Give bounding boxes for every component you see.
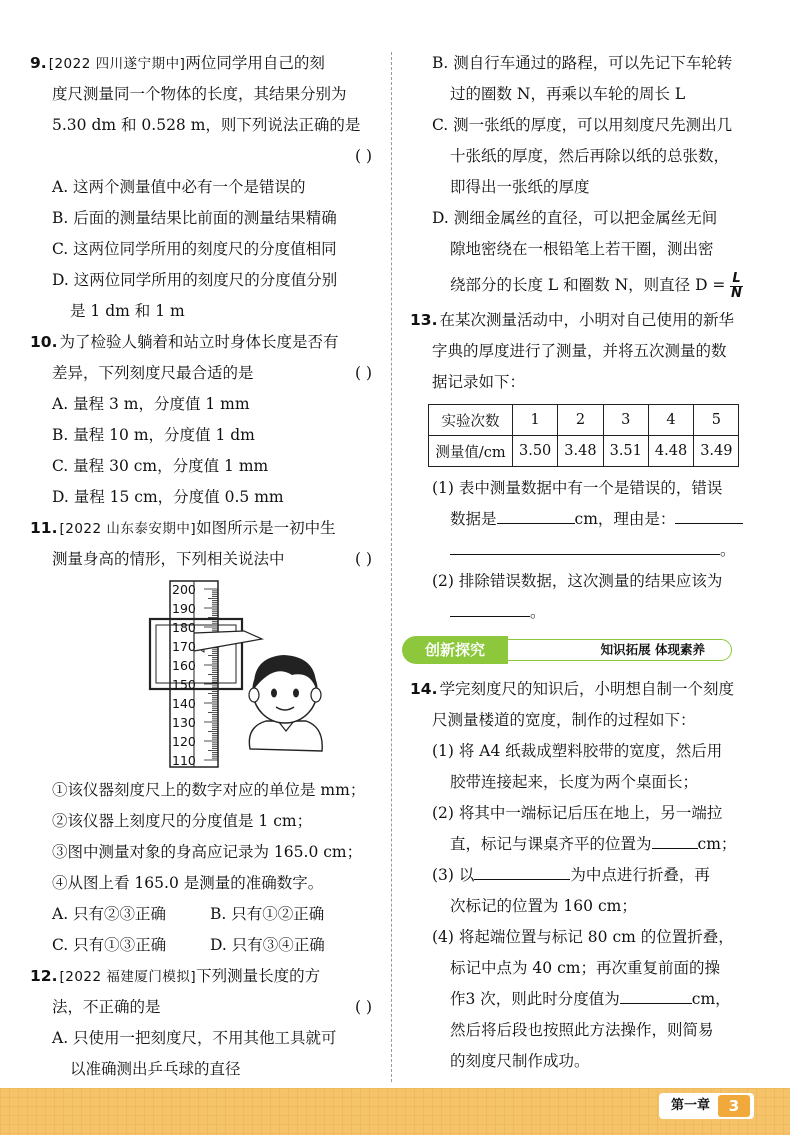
ruler-tick-label: 160 [172, 658, 196, 673]
ruler-tick-label: 170 [172, 639, 196, 654]
question-text: 法，不正确的是 [52, 998, 161, 1016]
measurement-table [428, 404, 739, 467]
table-cell: 4 [648, 405, 693, 436]
right-column [410, 48, 762, 1077]
question-12 [30, 961, 382, 1085]
question-text: 下列测量长度的方 [196, 967, 321, 985]
answer-blank[interactable] [474, 862, 570, 880]
answer-blank[interactable] [450, 537, 720, 555]
question-text: 为了检验人躺着和站立时身体长度是否有 [59, 333, 339, 351]
ruler-tick-label: 110 [172, 753, 196, 768]
question-number: 10. [30, 333, 58, 351]
table-cell: 3 [603, 405, 648, 436]
option-a: A. 量程 3 m，分度值 1 mm [52, 395, 250, 413]
option-d-continued: 隙地密绕在一根铅笔上若干圈，测出密 [450, 240, 714, 258]
option-d: D. 这两位同学所用的刻度尺的分度值分别 [52, 271, 338, 289]
step-4: (4) 将起端位置与标记 80 cm 的位置折叠， [432, 928, 734, 946]
step-1: (1) 将 A4 纸裁成塑料胶带的宽度，然后用 [432, 742, 723, 760]
step-2: (2) 将其中一端标记后压在地上，另一端拉 [432, 804, 723, 822]
ruler-tick-label: 190 [172, 601, 196, 616]
answer-parentheses: ( ) [354, 550, 372, 568]
table-cell: 3.48 [558, 436, 603, 467]
question-number: 12. [30, 967, 58, 985]
question-source: [2022 山东泰安期中] [59, 521, 197, 537]
question-number: 9. [30, 54, 47, 72]
question-11 [30, 513, 382, 961]
ruler-tick-label: 130 [172, 715, 196, 730]
step-4-continued: 的刻度尺制作成功。 [450, 1052, 590, 1070]
sub-question-2: (2) 排除错误数据，这次测量的结果应该为 [432, 572, 723, 590]
statement-3: ③图中测量对象的身高应记录为 165.0 cm； [52, 843, 363, 861]
step-2-continued: 直，标记与课桌齐平的位置为 [450, 835, 652, 853]
question-12-continued [410, 48, 762, 305]
statement-4: ④从图上看 165.0 是测量的准确数字。 [52, 874, 324, 892]
chapter-tab [659, 1093, 754, 1119]
question-10 [30, 327, 382, 513]
step-4-continued: 然后将后段也按照此方法操作，则简易 [450, 1021, 714, 1039]
option-b: B. 量程 10 m，分度值 1 dm [52, 426, 255, 444]
option-c: C. 只有①③正确 [52, 936, 167, 954]
question-number: 11. [30, 519, 58, 537]
step-1-continued: 胶带连接起来，长度为两个桌面长； [450, 773, 699, 791]
column-divider [391, 52, 392, 1082]
answer-blank[interactable] [450, 599, 530, 617]
option-d: D. 只有③④正确 [210, 936, 325, 954]
page-footer [0, 1088, 790, 1135]
ruler-tick-label: 200 [172, 582, 196, 597]
option-c: C. 这两位同学所用的刻度尺的分度值相同 [52, 240, 337, 258]
step-3-continued: 次标记的位置为 160 cm； [450, 897, 637, 915]
option-a: A. 只使用一把刻度尺，不用其他工具就可 [52, 1029, 337, 1047]
statement-1: ①该仪器刻度尺上的数字对应的单位是 mm； [52, 781, 366, 799]
sub-question-1-text: cm，理由是： [574, 510, 676, 528]
question-13 [410, 305, 762, 628]
answer-parentheses: ( ) [354, 998, 372, 1016]
answer-blank[interactable] [620, 986, 692, 1004]
step-4-unit: cm， [691, 990, 731, 1008]
option-a: A. 只有②③正确 [52, 905, 167, 923]
table-row [429, 405, 739, 436]
table-header-cell: 实验次数 [429, 405, 513, 436]
question-text: 尺测量楼道的宽度，制作的过程如下： [432, 711, 696, 729]
ruler-tick-label: 180 [172, 620, 196, 635]
page-number: 3 [718, 1095, 750, 1117]
option-b: B. 后面的测量结果比前面的测量结果精确 [52, 209, 337, 227]
option-b: B. 测自行车通过的路程，可以先记下车轮转 [432, 54, 733, 72]
question-source: [2022 四川遂宁期中] [48, 56, 186, 72]
fraction-numerator: L [732, 270, 741, 286]
statement-2: ②该仪器上刻度尺的分度值是 1 cm； [52, 812, 313, 830]
height-measurement-figure [70, 579, 370, 769]
answer-blank[interactable] [652, 831, 698, 849]
ruler-tick-label: 150 [172, 677, 196, 692]
option-b-continued: 过的圈数 N，再乘以车轮的周长 L [450, 85, 686, 103]
table-cell: 3.50 [513, 436, 558, 467]
section-title: 创新探究 [402, 636, 508, 664]
left-column [30, 48, 382, 1085]
student-figure [249, 655, 322, 751]
option-c: C. 测一张纸的厚度，可以用刻度尺先测出几 [432, 116, 733, 134]
ruler-tick-label: 120 [172, 734, 196, 749]
table-row [429, 436, 739, 467]
question-text: 度尺测量同一个物体的长度，其结果分别为 [52, 85, 347, 103]
step-3: (3) 以 [432, 866, 475, 884]
section-subtitle: 知识拓展 体现素养 [500, 639, 732, 661]
question-text: 如图所示是一初中生 [196, 519, 336, 537]
option-c: C. 量程 30 cm，分度值 1 mm [52, 457, 269, 475]
option-d: D. 测细金属丝的直径，可以把金属丝无间 [432, 209, 718, 227]
table-cell: 3.49 [694, 436, 739, 467]
step-2-unit: cm； [697, 835, 737, 853]
question-text: 在某次测量活动中，小明对自己使用的新华 [439, 311, 734, 329]
question-text: 5.30 dm 和 0.528 m，则下列说法正确的是 [52, 116, 361, 134]
option-c-continued: 十张纸的厚度，然后再除以纸的总张数， [450, 147, 730, 165]
question-text: 字典的厚度进行了测量，并将五次测量的数 [432, 342, 727, 360]
answer-parentheses: ( ) [354, 364, 372, 382]
option-a: A. 这两个测量值中必有一个是错误的 [52, 178, 306, 196]
question-text: 两位同学用自己的刻 [185, 54, 325, 72]
table-cell: 1 [513, 405, 558, 436]
step-3-continued: 为中点进行折叠，再 [570, 866, 710, 884]
table-header-cell: 测量值/cm [429, 436, 513, 467]
step-4-continued: 标记中点为 40 cm；再次重复前面的操 [450, 959, 720, 977]
answer-blank[interactable] [675, 506, 743, 524]
option-b: B. 只有①②正确 [210, 905, 325, 923]
table-cell: 4.48 [648, 436, 693, 467]
table-cell: 2 [558, 405, 603, 436]
question-text: 测量身高的情形，下列相关说法中 [52, 550, 285, 568]
sub-question-1-text: 数据是 [450, 510, 497, 528]
option-a-continued: 以准确测出乒乓球的直径 [70, 1060, 241, 1078]
period: 。 [720, 541, 736, 559]
question-9 [30, 48, 382, 327]
period: 。 [530, 603, 546, 621]
question-text: 学完刻度尺的知识后，小明想自制一个刻度 [439, 680, 734, 698]
question-source: [2022 福建厦门模拟] [59, 969, 197, 985]
option-d-continued: 绕部分的长度 L 和圈数 N，则直径 D = [450, 276, 726, 294]
question-number: 13. [410, 311, 438, 329]
question-text: 差异，下列刻度尺最合适的是 [52, 364, 254, 382]
question-number: 14. [410, 680, 438, 698]
table-cell: 5 [694, 405, 739, 436]
table-cell: 3.51 [603, 436, 648, 467]
fraction-denominator: N [731, 285, 742, 301]
question-text: 据记录如下： [432, 373, 526, 391]
ruler-tick-label: 140 [172, 696, 196, 711]
option-d-continued: 是 1 dm 和 1 m [70, 302, 185, 320]
option-c-continued: 即得出一张纸的厚度 [450, 178, 590, 196]
step-4-continued: 作3 次，则此时分度值为 [450, 990, 620, 1008]
sub-question-1: (1) 表中测量数据中有一个是错误的，错误 [432, 479, 723, 497]
height-measurement-illustration [70, 579, 370, 769]
answer-parentheses: ( ) [354, 147, 372, 165]
diameter-fraction [730, 272, 742, 301]
answer-blank[interactable] [497, 506, 575, 524]
section-banner [402, 636, 732, 664]
question-14 [410, 674, 762, 1077]
chapter-label: 第一章 [670, 1098, 710, 1113]
option-d: D. 量程 15 cm，分度值 0.5 mm [52, 488, 284, 506]
